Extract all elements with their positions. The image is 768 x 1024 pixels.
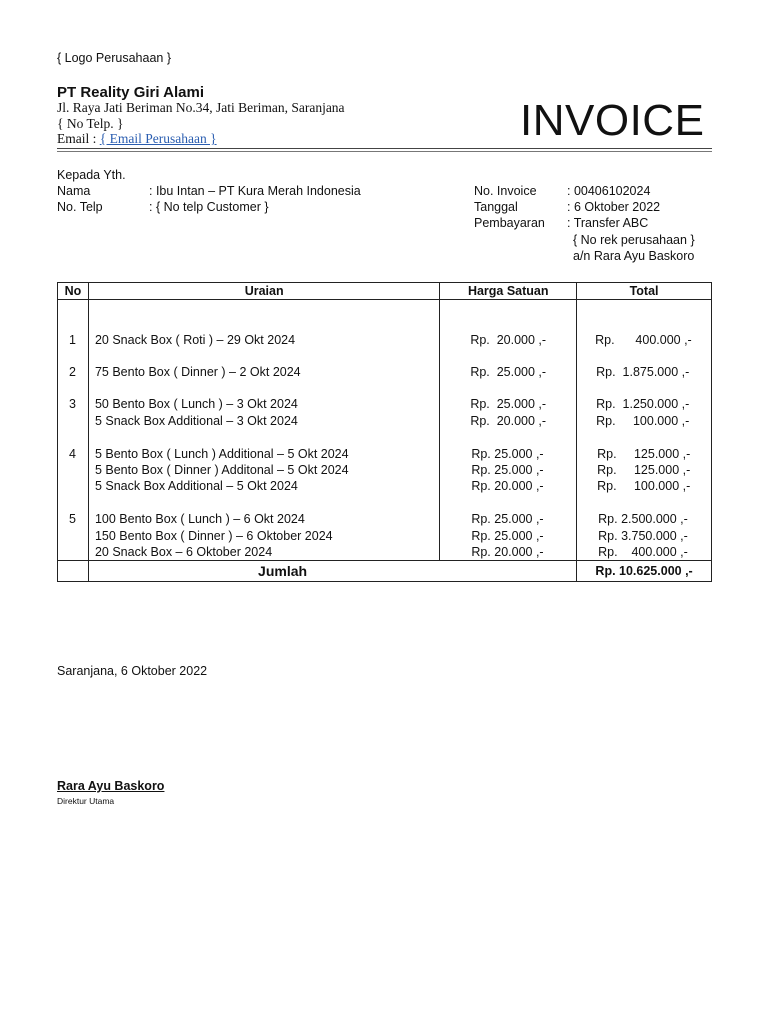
invoice-title: INVOICE [520, 96, 705, 145]
sum-value: Rp. 10.625.000 ,- [577, 561, 712, 582]
table-header-row [58, 283, 712, 300]
item-total: Rp. 400.000 ,- [598, 545, 688, 559]
item-description: 20 Snack Box – 6 Oktober 2024 [94, 545, 273, 559]
header-divider-thin [57, 151, 712, 152]
invoice-date-label: Tanggal [474, 200, 518, 214]
item-unit-price: Rp. 20.000 ,- [470, 333, 547, 347]
item-total: Rp. 1.250.000 ,- [596, 397, 690, 411]
item-unit-price: Rp. 20.000 ,- [471, 479, 544, 493]
company-address: Jl. Raya Jati Beriman No.34, Jati Beriman, Saranjana [57, 100, 345, 115]
payment-label: Pembayaran [474, 216, 545, 230]
company-phone: { No Telp. } [57, 116, 124, 131]
recipient-name-value: : Ibu Intan – PT Kura Merah Indonesia [149, 184, 361, 198]
item-description: 20 Snack Box ( Roti ) – 29 Okt 2024 [94, 333, 296, 347]
invoice-number-value: : 00406102024 [567, 184, 651, 198]
invoice-number-label: No. Invoice [474, 184, 537, 198]
item-total: Rp. 400.000 ,- [595, 333, 692, 347]
payment-value: : Transfer ABC [567, 216, 649, 230]
header-total: Total [577, 283, 712, 300]
invoice-date-value: : 6 Oktober 2022 [567, 200, 661, 214]
header-divider [57, 148, 712, 149]
item-description: 5 Bento Box ( Lunch ) Additional – 5 Okt 2024 [94, 447, 349, 461]
row-number: 2 [69, 365, 76, 379]
item-unit-price: Rp. 25.000 ,- [470, 365, 547, 379]
company-email-row [57, 131, 217, 147]
item-unit-price: Rp. 25.000 ,- [470, 397, 547, 411]
item-total: Rp. 1.875.000 ,- [596, 365, 690, 379]
header-description: Uraian [88, 283, 439, 300]
header-unit-price: Harga Satuan [440, 283, 577, 300]
email-link[interactable]: { Email Perusahaan } [99, 131, 217, 146]
table-sum-row [58, 561, 712, 582]
item-total: Rp. 2.500.000 ,- [598, 512, 688, 526]
item-total: Rp. 3.750.000 ,- [598, 529, 688, 543]
recipient-name-label: Nama [57, 184, 91, 198]
sum-empty-cell [58, 561, 89, 582]
account-number: { No rek perusahaan } [573, 233, 695, 247]
row-number: 5 [69, 512, 76, 526]
signer-title: Direktur Utama [57, 796, 115, 806]
description-column [88, 300, 439, 561]
invoice-items-table [57, 282, 712, 582]
table-body-row [58, 300, 712, 561]
header-no: No [58, 283, 89, 300]
place-date: Saranjana, 6 Oktober 2022 [57, 664, 208, 678]
logo-placeholder: { Logo Perusahaan } [57, 51, 171, 65]
recipient-phone-value: : { No telp Customer } [149, 200, 269, 214]
item-unit-price: Rp. 25.000 ,- [471, 512, 544, 526]
item-unit-price: Rp. 20.000 ,- [471, 545, 544, 559]
item-total: Rp. 125.000 ,- [597, 463, 691, 477]
item-total: Rp. 100.000 ,- [597, 479, 691, 493]
company-name: PT Reality Giri Alami [57, 84, 204, 101]
email-label: Email : [57, 131, 97, 146]
item-description: 5 Snack Box Additional – 5 Okt 2024 [94, 479, 298, 493]
recipient-greeting: Kepada Yth. [57, 168, 126, 182]
item-total: Rp. 100.000 ,- [596, 414, 690, 428]
item-description: 5 Snack Box Additional – 3 Okt 2024 [94, 414, 298, 428]
row-number: 1 [69, 333, 76, 347]
item-unit-price: Rp. 25.000 ,- [471, 463, 544, 477]
item-total: Rp. 125.000 ,- [597, 447, 691, 461]
recipient-phone-label: No. Telp [57, 200, 103, 214]
account-name: a/n Rara Ayu Baskoro [573, 249, 695, 263]
sum-label: Jumlah [88, 561, 576, 582]
item-description: 100 Bento Box ( Lunch ) – 6 Okt 2024 [94, 512, 305, 526]
row-number: 4 [69, 447, 76, 461]
signer-name: Rara Ayu Baskoro [57, 779, 165, 793]
unit-price-column [440, 300, 577, 561]
item-unit-price: Rp. 25.000 ,- [471, 447, 544, 461]
item-description: 50 Bento Box ( Lunch ) – 3 Okt 2024 [94, 397, 298, 411]
item-unit-price: Rp. 25.000 ,- [471, 529, 544, 543]
total-column [577, 300, 712, 561]
row-number: 3 [69, 397, 76, 411]
item-description: 150 Bento Box ( Dinner ) – 6 Oktober 2024 [94, 529, 333, 543]
item-unit-price: Rp. 20.000 ,- [470, 414, 547, 428]
item-description: 75 Bento Box ( Dinner ) – 2 Okt 2024 [94, 365, 301, 379]
item-description: 5 Bento Box ( Dinner ) Additonal – 5 Okt 2024 [94, 463, 349, 477]
no-column [58, 300, 89, 561]
